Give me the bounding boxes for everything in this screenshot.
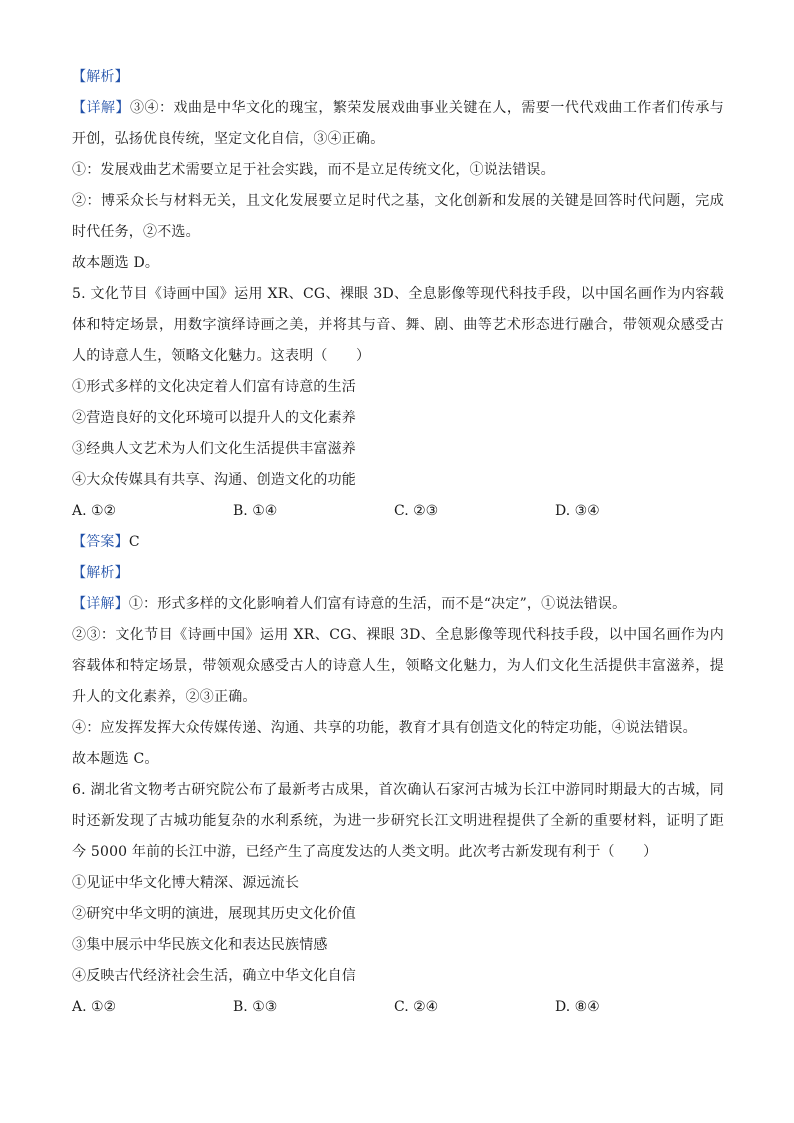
detail-tag: 【详解】 [72, 100, 130, 116]
option-b: B. ①④ [233, 503, 278, 519]
statement-item: ②研究中华文明的演进，展现其历史文化价值 [72, 906, 356, 922]
document-page [72, 62, 724, 1023]
statement-item: ③集中展示中华民族文化和表达民族情感 [72, 937, 328, 953]
explanation-line: ④：应发挥发挥大众传媒传递、沟通、共享的功能，教育才具有创造文化的特定功能，④说法错误。 [72, 720, 697, 736]
answer-value: C [128, 534, 140, 550]
answer-line [72, 527, 724, 558]
answer-options [72, 496, 724, 527]
detail-text: ①：形式多样的文化影响着人们富有诗意的生活，而不是“决定”，①说法错误。 [128, 596, 627, 612]
option-d: D. ⑧④ [555, 999, 600, 1015]
question-stem: 5. 文化节目《诗画中国》运用 XR、CG、裸眼 3D、全息影像等现代科技手段，以中国名画作为内容载体和特定场景，用数字演绎诗画之美，并将其与音、舞、剧、曲等艺术形态进行融合，带领观众感受古人的诗意人生，领略文化魅力。这表明（ ） [72, 286, 724, 364]
explanation-line: ①：发展戏曲艺术需要立足于社会实践，而不是立足传统文化，①说法错误。 [72, 162, 555, 178]
answer-tag: 【答案】 [72, 534, 129, 550]
detail-tag: 【详解】 [72, 596, 129, 612]
analysis-tag: 【解析】 [72, 69, 129, 85]
option-b: B. ①③ [233, 999, 278, 1015]
detail-paragraph [72, 93, 724, 155]
detail-paragraph [72, 589, 724, 620]
analysis-tag: 【解析】 [72, 565, 129, 581]
statement-item: ①见证中华文化博大精深、源远流长 [72, 875, 300, 891]
conclusion: 故本题选 C。 [72, 751, 159, 767]
explanation-line: ②③：文化节目《诗画中国》运用 XR、CG、裸眼 3D、全息影像等现代科技手段，以中国名画作为内容载体和特定场景，带领观众感受古人的诗意人生，领略文化魅力，为人们文化生活提供丰富滋养，提升人的文化素养，②③正确。 [72, 627, 724, 705]
detail-text: ③④：戏曲是中华文化的瑰宝，繁荣发展戏曲事业关键在人，需要一代代戏曲工作者们传承与开创，弘扬优良传统，坚定文化自信，③④正确。 [72, 100, 724, 147]
question-stem: 6. 湖北省文物考古研究院公布了最新考古成果，首次确认石家河古城为长江中游同时期最大的古城，同时还新发现了古城功能复杂的水利系统，为进一步研究长江文明进程提供了全新的重要材料，证明了距今 5000 年前的长江中游，已经产生了高度发达的人类文明。此次考古新发现有利于（ ） [72, 782, 724, 860]
statement-item: ④反映古代经济社会生活，确立中华文化自信 [72, 968, 356, 984]
option-a: A. ①② [72, 999, 117, 1015]
statement-item: ④大众传媒具有共享、沟通、创造文化的功能 [72, 472, 356, 488]
statement-item: ③经典人文艺术为人们文化生活提供丰富滋养 [72, 441, 356, 457]
option-c: C. ②④ [394, 999, 439, 1015]
statement-item: ①形式多样的文化决定着人们富有诗意的生活 [72, 379, 356, 395]
statement-item: ②营造良好的文化环境可以提升人的文化素养 [72, 410, 356, 426]
option-a: A. ①② [72, 503, 117, 519]
explanation-line: ②：博采众长与材料无关，且文化发展要立足时代之基，文化创新和发展的关键是回答时代问题，完成时代任务，②不选。 [72, 193, 724, 240]
option-c: C. ②③ [394, 503, 439, 519]
option-d: D. ③④ [555, 503, 600, 519]
answer-options [72, 992, 724, 1023]
conclusion: 故本题选 D。 [72, 255, 160, 271]
